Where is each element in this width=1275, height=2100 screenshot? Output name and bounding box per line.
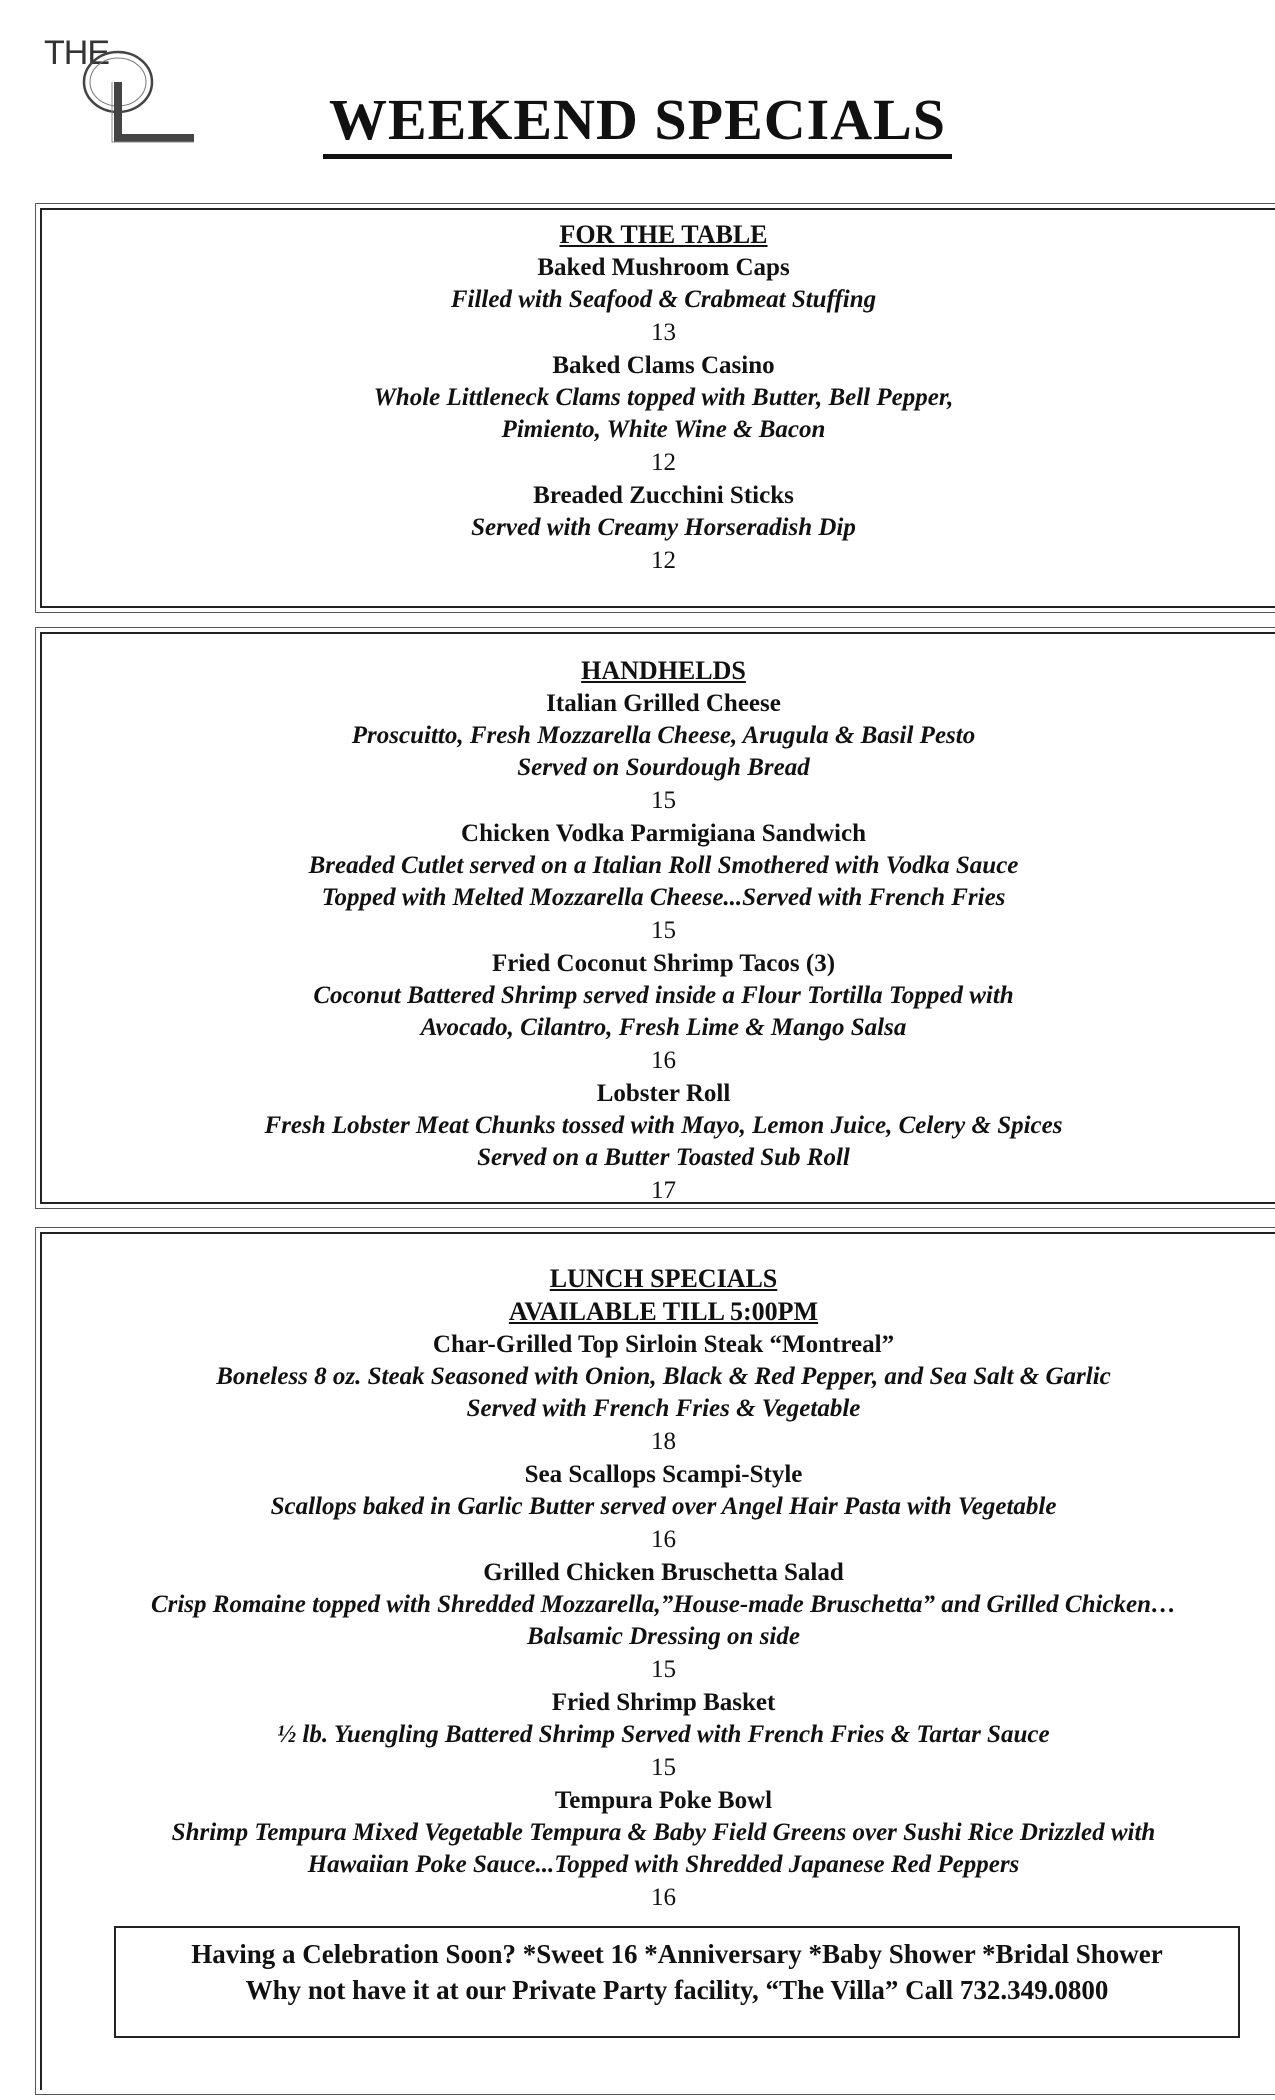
item-price: 16 [651, 1884, 676, 1911]
private-party-promo [114, 1926, 1240, 2038]
item-name: Chicken Vodka Parmigiana Sandwich [461, 820, 866, 847]
item-price: 15 [651, 917, 676, 944]
item-price: 12 [651, 449, 676, 476]
menu-item [42, 349, 1275, 479]
section-heading: HANDHELDS [581, 656, 746, 685]
menu-item [42, 947, 1275, 1077]
menu-item [42, 817, 1275, 947]
section-subheading: AVAILABLE TILL 5:00PM [508, 1297, 819, 1326]
item-name: Baked Mushroom Caps [537, 254, 790, 281]
menu-item [42, 1686, 1275, 1784]
item-description: Served on Sourdough Bread [517, 754, 810, 781]
section-for-the-table [40, 208, 1275, 608]
item-description: Topped with Melted Mozzarella Cheese...Served with French Fries [321, 884, 1006, 911]
item-description: Breaded Cutlet served on a Italian Roll Smothered with Vodka Sauce [308, 852, 1019, 879]
item-description: Shrimp Tempura Mixed Vegetable Tempura & Baby Field Greens over Sushi Rice Drizzled with [171, 1819, 1156, 1846]
item-description: Whole Littleneck Clams topped with Butter, Bell Pepper, [373, 384, 954, 411]
item-name: Fried Coconut Shrimp Tacos (3) [491, 950, 836, 977]
promo-line: Having a Celebration Soon? *Sweet 16 *Anniversary *Baby Shower *Bridal Shower [191, 1939, 1163, 1969]
item-name: Grilled Chicken Bruschetta Salad [483, 1559, 844, 1586]
item-price: 15 [651, 1754, 676, 1781]
menu-item [42, 1556, 1275, 1686]
item-description: Hawaiian Poke Sauce...Topped with Shredded Japanese Red Peppers [307, 1851, 1020, 1878]
logo-prefix: THE [44, 34, 109, 72]
section-heading: FOR THE TABLE [559, 220, 768, 249]
item-price: 13 [651, 319, 676, 346]
item-description: Filled with Seafood & Crabmeat Stuffing [450, 286, 877, 313]
section-handhelds [40, 632, 1275, 1204]
menu-item [42, 479, 1275, 577]
item-description: ½ lb. Yuengling Battered Shrimp Served with French Fries & Tartar Sauce [277, 1721, 1050, 1748]
menu-item [42, 1458, 1275, 1556]
item-price: 16 [651, 1526, 676, 1553]
item-price: 17 [651, 1177, 676, 1204]
item-name: Italian Grilled Cheese [546, 690, 781, 717]
item-name: Breaded Zucchini Sticks [533, 482, 794, 509]
item-description: Fresh Lobster Meat Chunks tossed with Mayo, Lemon Juice, Celery & Spices [264, 1112, 1063, 1139]
item-name: Lobster Roll [596, 1080, 731, 1107]
menu-item [42, 1784, 1275, 1914]
page-title: WEEKEND SPECIALS [0, 86, 1275, 153]
item-description: Served with Creamy Horseradish Dip [471, 514, 856, 541]
item-price: 12 [651, 547, 676, 574]
item-description: Served with French Fries & Vegetable [466, 1395, 861, 1422]
item-description: Balsamic Dressing on side [527, 1623, 800, 1650]
item-name: Sea Scallops Scampi-Style [524, 1461, 803, 1488]
item-price: 15 [651, 1656, 676, 1683]
item-price: 18 [651, 1428, 676, 1455]
menu-item [42, 1328, 1275, 1458]
item-name: Tempura Poke Bowl [554, 1787, 773, 1814]
menu-item [42, 687, 1275, 817]
item-price: 15 [651, 787, 676, 814]
item-description: Proscuitto, Fresh Mozzarella Cheese, Arugula & Basil Pesto [351, 722, 976, 749]
item-description: Pimiento, White Wine & Bacon [501, 416, 826, 443]
item-description: Avocado, Cilantro, Fresh Lime & Mango Salsa [420, 1014, 907, 1041]
menu-item [42, 251, 1275, 349]
section-heading: LUNCH SPECIALS [549, 1264, 778, 1293]
item-description: Served on a Butter Toasted Sub Roll [477, 1144, 850, 1171]
item-name: Char-Grilled Top Sirloin Steak “Montreal” [432, 1331, 895, 1358]
item-description: Crisp Romaine topped with Shredded Mozzarella,”House-made Bruschetta” and Grilled Chicken… [150, 1591, 1177, 1618]
item-description: Scallops baked in Garlic Butter served over Angel Hair Pasta with Vegetable [270, 1493, 1057, 1520]
item-description: Boneless 8 oz. Steak Seasoned with Onion, Black & Red Pepper, and Sea Salt & Garlic [216, 1363, 1111, 1390]
menu-item [42, 1077, 1275, 1207]
item-description: Coconut Battered Shrimp served inside a Flour Tortilla Topped with [313, 982, 1014, 1009]
item-name: Fried Shrimp Basket [551, 1689, 776, 1716]
item-name: Baked Clams Casino [552, 352, 775, 379]
item-price: 16 [651, 1047, 676, 1074]
promo-line: Why not have it at our Private Party facility, “The Villa” Call 732.349.0800 [245, 1975, 1109, 2005]
